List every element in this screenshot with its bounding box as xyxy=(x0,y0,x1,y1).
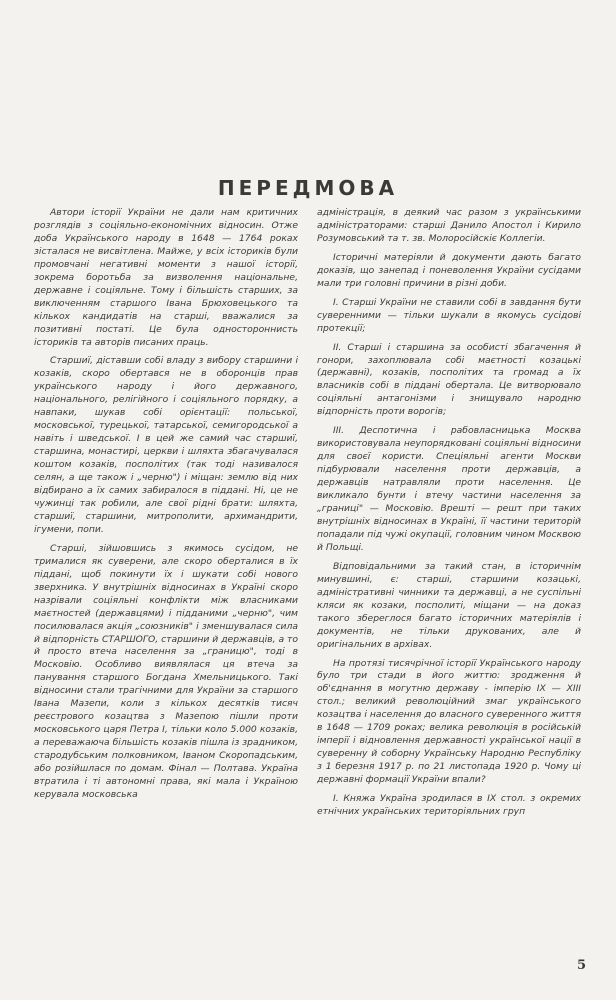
paragraph: Старшиї, діставши собі владу з вибору старшини і козаків, скоро обертався не в оборонців прав українського народу і його державного, національного, релігійного і соціяльного порядку, а навпаки, шукав собі орієнтації: польської, московської, турецької, татарської, семигородської а навіть і шведської. І в цей же самий час старшиї, старшина, монастирі, церкви і шляхта збагачувалася коштом козаків, посполітих (так тоді називалося селян, а ще також і „черню") і міщан: землю від них відбирано а їх самих забиралося в піддані. Ні, це не чужинці так робили, але свої рідні брати: шляхта, старшиї, старшини, митрополити, архимандрити, ігумени, попи. xyxy=(34,355,298,535)
paragraph: ІІІ. Деспотична і рабовласницька Москва використовувала неупорядковані соціяльні відносини для своєї користи. Спеціяльні агенти Москви підбурювали населення проти державців, а державців натравляли проти населення. Це викликало бунти і втечу частини населення за „границі" — Московію. Врешті — решт при таких внутрішніх відносинах в Україні, її частини територій попадали під чужі окупації, головним чином Москвою й Польщі. xyxy=(317,425,581,553)
page-number: 5 xyxy=(576,958,586,973)
paragraph: Історичні матеріяли й документи дають багато доказів, що занепад і поневолення України сусідами мали три головні причини в різні доби. xyxy=(317,251,581,289)
page-title: ПЕРЕДМОВА xyxy=(217,176,399,200)
paragraph: На протязі тисячрічної історії Українського народу було три стади в його життю: зродження й об'єднання в могутню державу - імперію ІХ — ХІІІ стол.; великий революційний змаг українського козацтва і населення до власного суверенного життя в 1648 — 1709 роках; велика революція в російській імперії і відновлення державності української нації в суверенну й соборну Українську Народню Республіку з 1 березня 1917 р. по 21 листопада 1920 р. Чому ці державні формації України впали? xyxy=(317,657,581,786)
paragraph: Відповідальними за такий стан, в історичнім минувшині, є: старші, старшини козацькі, адміністративні чинники та державці, а не суспільні кляси як козаки, посполиті, міщани — на доказ такого збереглося багато історичних матеріялів і документів, не тільки друкованих, але й оригінальних в архівах. xyxy=(317,560,581,650)
paragraph: Автори історії України не дали нам критичних розглядів з соціяльно-економічних відносин. Отже доба Українського народу в 1648 — 1764 роках зісталася не висвітлена. Майже, у всіх істориків були промовчані негативні моменти з нашої історії, зокрема боротьба за визволення національне, державне і соціяльне. Тому і більшість старших, за виключенням старшого Івана Брюховецького та кількох кандидатів на старші, вважалися за позитивні постаті. Це була одностороннисть істориків та авторів писаних праць. xyxy=(34,207,298,348)
paragraph: Старші, зійшовшись з якимось сусідом, не трималися як суверени, але скоро оберталися в їх піддані, щоб покинути їх і шукати собі нового зверхника. У внутрішніх відносинах в Україні скоро назрівали соціяльні конфлікти між власниками маєтностей (державцями) і підданими „черню", чим посилювалася акція „союзників" і зменшувалася сила й відпорність СТАРШОГО, старшини й державців, а то й просто втеча населення за „границю", тоді в Московію. Особливо виявлялася ця втеча за панування старшого Богдана Хмельницького. Такі відносини стали трагічними для України за старшого Івана Мазепи, коли з кількох десятків тисяч реєстрового козацтва з Мазепою пішли проти московського царя Петра І, тільки коло 5.000 козаків, а переважаюча більшість козаків пішла із зрадником, стародубським полковником, Іваном Скоропадським, або розійшлася по домам. Фінал — Полтава. Україна втратила і ті автономні права, які мала і Україною керувала московська xyxy=(34,542,298,800)
paragraph: І. Княжа Україна зродилася в ІХ стол. з окремих етнічних українських територіяльних груп xyxy=(317,793,581,817)
paragraph: адміністрація, в деякий час разом з українськими адміністраторами: старші Данило Апостол і Кирило Розумовський та т. зв. Молоросійскіє Коллегіи. xyxy=(317,207,581,244)
paragraph: І. Старші України не ставили собі в завдання бути суверенними — тільки шукали в якомусь сусідові протекції; xyxy=(317,296,581,334)
left-column xyxy=(34,207,298,808)
right-column xyxy=(317,207,581,825)
paragraph: ІІ. Старші і старшина за особисті збагачення й гонори, захоплювала собі маєтності козацькі (державні), козаків, посполітих та громад а їх власників собі в піддані обертала. Це витворювало соціяльні антагонізми і знищувало народню відпорність проти ворогів; xyxy=(317,341,581,418)
